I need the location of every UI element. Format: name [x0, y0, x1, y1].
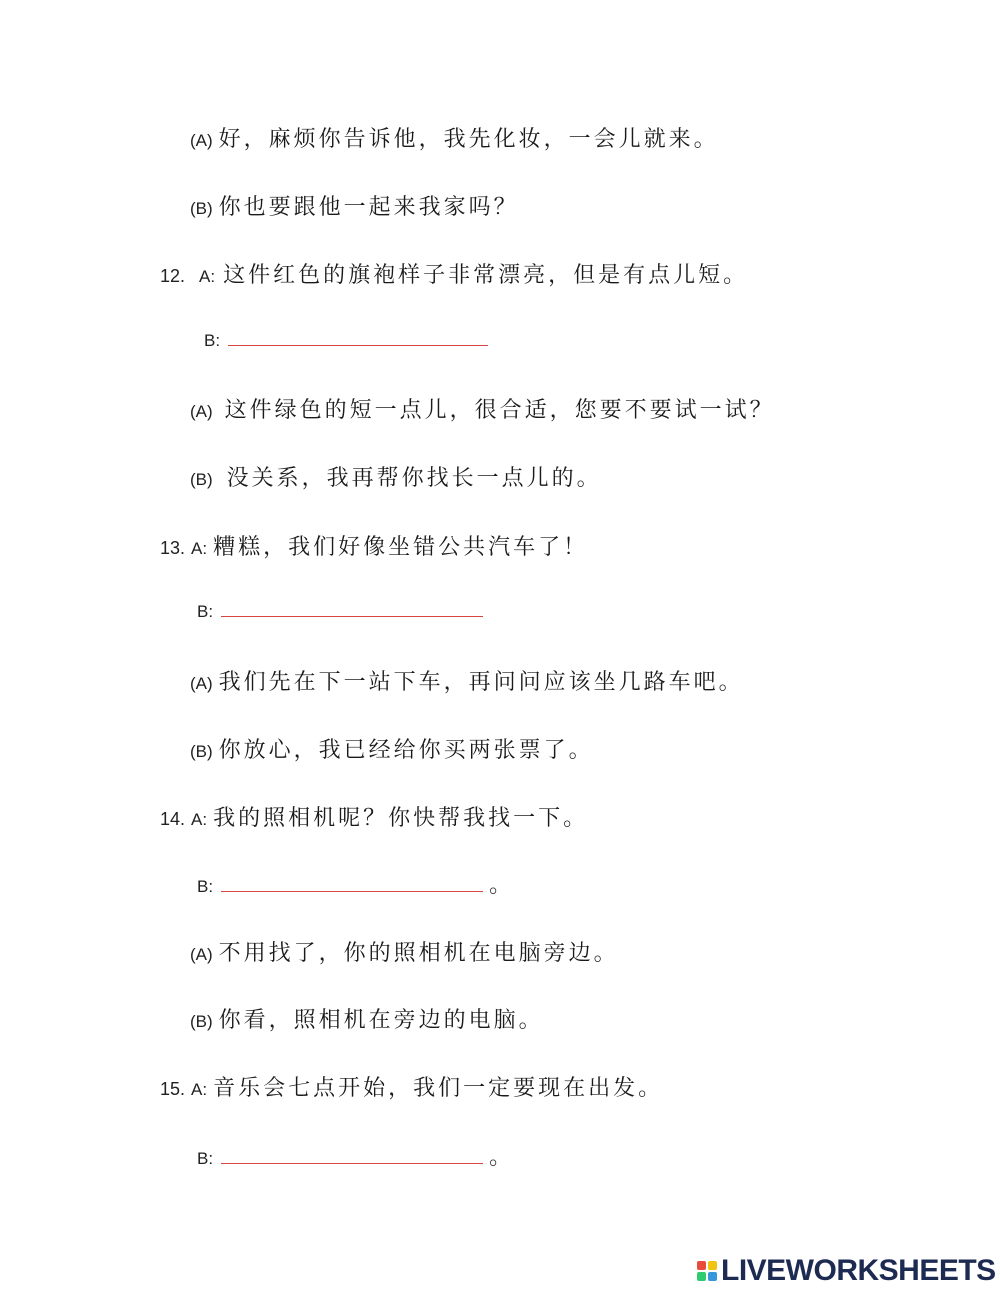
answer-blank-12[interactable] — [228, 327, 488, 346]
speaker-label: B: — [197, 877, 214, 896]
period-mark: 。 — [489, 1145, 512, 1170]
option-label: (A) — [190, 945, 213, 964]
question-14 — [160, 801, 588, 832]
option-label: (A) — [190, 674, 213, 693]
logo-blocks-icon — [697, 1261, 717, 1281]
option-label: (B) — [190, 470, 213, 489]
option-label: (B) — [190, 742, 213, 761]
option-label: (B) — [190, 1012, 213, 1031]
answer-line-14 — [197, 868, 511, 899]
speaker-label: B: — [204, 331, 221, 350]
question-15 — [160, 1071, 663, 1102]
answer-blank-13[interactable] — [221, 598, 483, 617]
option-a-line — [190, 122, 719, 153]
answer-blank-14[interactable] — [221, 873, 483, 892]
option-label: (A) — [190, 131, 213, 150]
question-text: 糟糕，我们好像坐错公共汽车了！ — [213, 535, 589, 560]
option-text: 好，麻烦你告诉他，我先化妆，一会儿就来。 — [218, 127, 719, 152]
option-text: 这件绿色的短一点儿，很合适，您要不要试一试？ — [224, 398, 775, 423]
speaker-label: A: — [199, 267, 216, 286]
question-number: 13. — [160, 538, 186, 558]
option-a-line — [190, 665, 744, 696]
option-a-line — [190, 936, 619, 967]
question-text: 音乐会七点开始，我们一定要现在出发。 — [213, 1076, 664, 1101]
option-text: 你放心，我已经给你买两张票了。 — [218, 738, 594, 763]
answer-line-15 — [197, 1140, 511, 1171]
question-13 — [160, 530, 588, 561]
option-b-line — [190, 733, 594, 764]
option-text: 我们先在下一站下车，再问问应该坐几路车吧。 — [218, 670, 744, 695]
speaker-label: B: — [197, 602, 214, 621]
question-text: 我的照相机呢？你快帮我找一下。 — [213, 806, 589, 831]
question-number: 14. — [160, 809, 186, 829]
option-text: 你也要跟他一起来我家吗？ — [218, 195, 519, 220]
option-text: 你看，照相机在旁边的电脑。 — [218, 1008, 544, 1033]
answer-blank-15[interactable] — [221, 1145, 483, 1164]
answer-line-13 — [197, 598, 483, 622]
option-b-line — [190, 190, 519, 221]
speaker-label: A: — [191, 810, 208, 829]
option-b-line — [190, 1003, 544, 1034]
question-number: 15. — [160, 1079, 186, 1099]
option-text: 没关系，我再帮你找长一点儿的。 — [226, 466, 602, 491]
option-a-line — [190, 393, 775, 424]
question-12 — [160, 258, 748, 289]
option-label: (A) — [190, 402, 213, 421]
answer-line-12 — [204, 327, 488, 351]
option-b-line — [190, 461, 602, 492]
speaker-label: B: — [197, 1149, 214, 1168]
option-label: (B) — [190, 199, 213, 218]
option-text: 不用找了，你的照相机在电脑旁边。 — [218, 941, 619, 966]
logo-text: LIVEWORKSHEETS — [721, 1254, 996, 1287]
liveworksheets-logo — [697, 1254, 996, 1288]
question-text: 这件红色的旗袍样子非常漂亮，但是有点儿短。 — [223, 263, 749, 288]
question-number: 12. — [160, 266, 186, 286]
speaker-label: A: — [191, 1080, 208, 1099]
speaker-label: A: — [191, 539, 208, 558]
period-mark: 。 — [489, 873, 512, 898]
